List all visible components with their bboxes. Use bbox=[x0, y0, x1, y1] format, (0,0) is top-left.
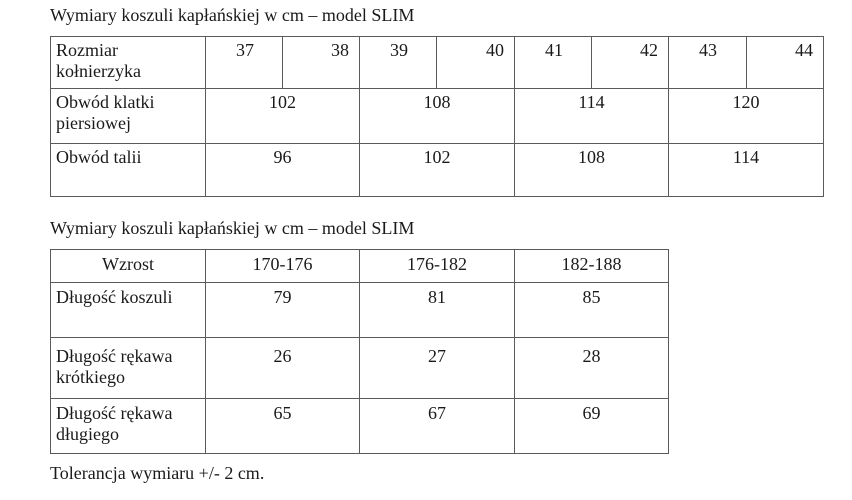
height-label: Wzrost bbox=[51, 250, 206, 283]
chest-label: Obwód klatki piersiowej bbox=[51, 89, 206, 144]
tolerance-note: Tolerancja wymiaru +/- 2 cm. bbox=[50, 463, 265, 483]
chest-value-cell: 108 bbox=[360, 89, 515, 144]
shirt-length-cell: 85 bbox=[515, 283, 669, 338]
table1-title: Wymiary koszuli kapłańskiej w cm – model SLIM bbox=[50, 5, 415, 25]
collar-size-label: Rozmiar kołnierzyka bbox=[51, 37, 206, 89]
shirt-length-label: Długość koszuli bbox=[51, 283, 206, 338]
collar-size-cell: 38 bbox=[283, 37, 360, 89]
shirt-length-cell: 79 bbox=[206, 283, 360, 338]
long-sleeve-label: Długość rękawa długiego bbox=[51, 399, 206, 454]
long-sleeve-cell: 69 bbox=[515, 399, 669, 454]
short-sleeve-label: Długość rękawa krótkiego bbox=[51, 338, 206, 399]
collar-size-cell: 42 bbox=[592, 37, 669, 89]
shirt-length-cell: 81 bbox=[360, 283, 515, 338]
waist-value-cell: 108 bbox=[515, 144, 669, 197]
long-sleeve-cell: 67 bbox=[360, 399, 515, 454]
height-row bbox=[51, 250, 669, 283]
chest-value-cell: 120 bbox=[669, 89, 824, 144]
short-sleeve-row bbox=[51, 338, 669, 399]
table2-title: Wymiary koszuli kapłańskiej w cm – model SLIM bbox=[50, 218, 415, 238]
short-sleeve-cell: 27 bbox=[360, 338, 515, 399]
waist-value-cell: 96 bbox=[206, 144, 360, 197]
long-sleeve-row bbox=[51, 399, 669, 454]
waist-value-cell: 102 bbox=[360, 144, 515, 197]
slim-height-table bbox=[50, 249, 669, 454]
slim-collar-size-table bbox=[50, 36, 824, 197]
waist-row bbox=[51, 144, 824, 197]
chest-row bbox=[51, 89, 824, 144]
waist-label: Obwód talii bbox=[51, 144, 206, 197]
height-range-cell: 176-182 bbox=[360, 250, 515, 283]
short-sleeve-cell: 28 bbox=[515, 338, 669, 399]
collar-size-cell: 39 bbox=[360, 37, 437, 89]
collar-size-cell: 44 bbox=[747, 37, 824, 89]
chest-value-cell: 114 bbox=[515, 89, 669, 144]
short-sleeve-cell: 26 bbox=[206, 338, 360, 399]
height-range-cell: 170-176 bbox=[206, 250, 360, 283]
waist-value-cell: 114 bbox=[669, 144, 824, 197]
collar-size-row bbox=[51, 37, 824, 89]
collar-size-cell: 41 bbox=[515, 37, 592, 89]
long-sleeve-cell: 65 bbox=[206, 399, 360, 454]
chest-value-cell: 102 bbox=[206, 89, 360, 144]
collar-size-cell: 43 bbox=[669, 37, 747, 89]
shirt-length-row bbox=[51, 283, 669, 338]
collar-size-cell: 40 bbox=[437, 37, 515, 89]
collar-size-cell: 37 bbox=[206, 37, 283, 89]
height-range-cell: 182-188 bbox=[515, 250, 669, 283]
